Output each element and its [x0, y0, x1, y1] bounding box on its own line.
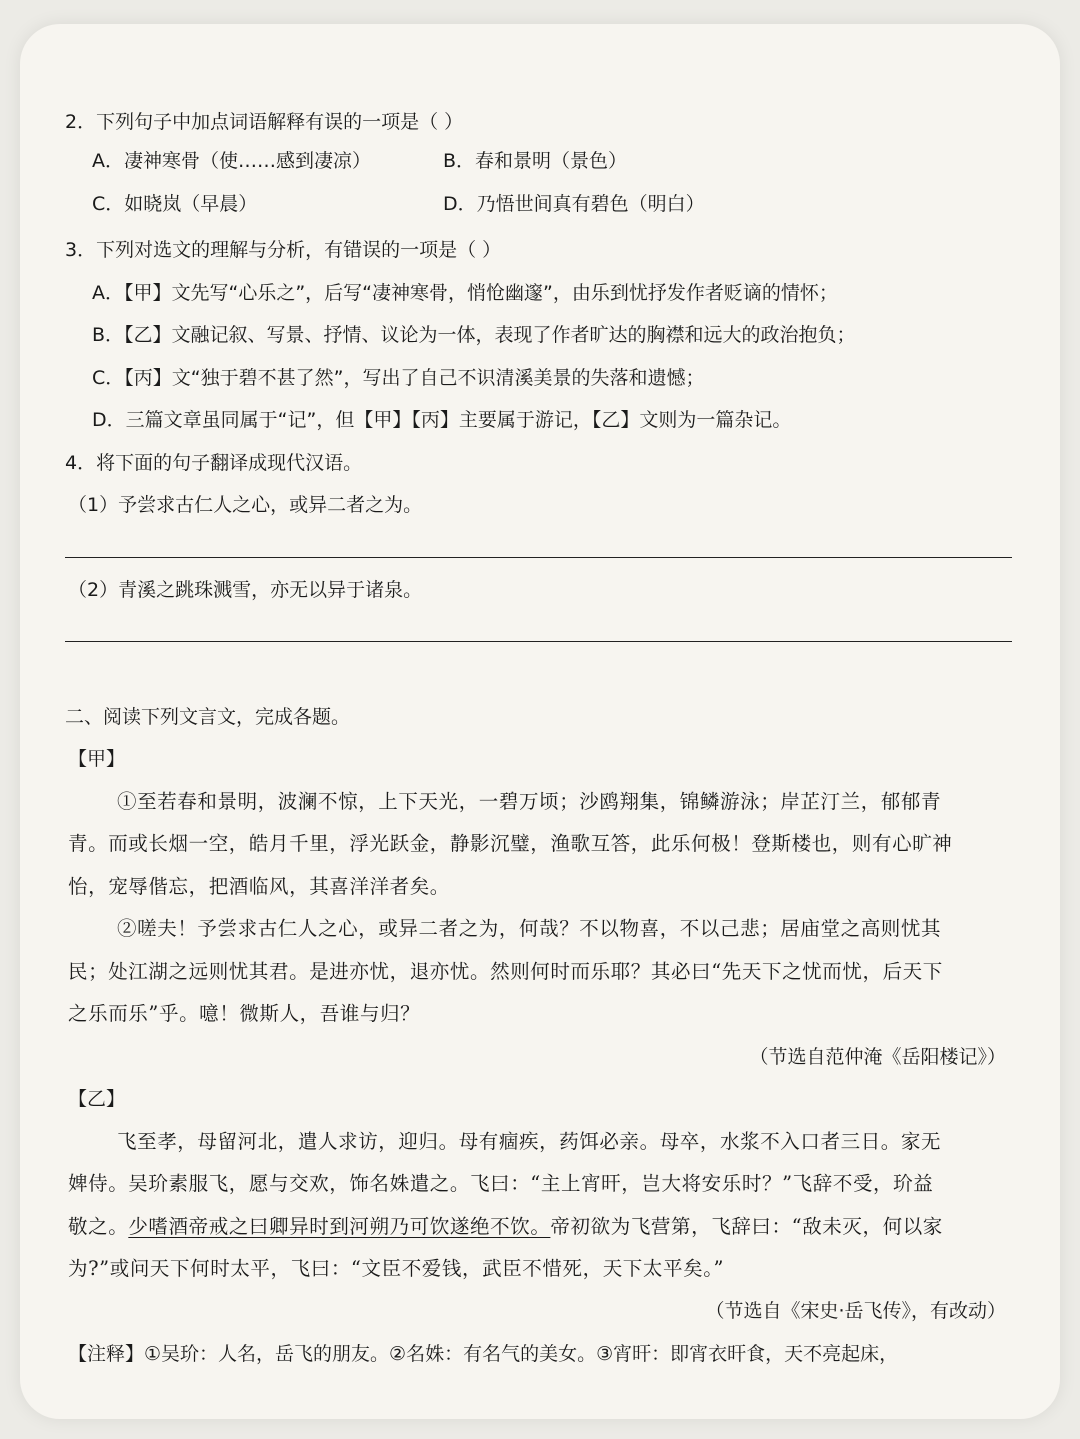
jia-p2-line-1: ②嗟夫！予尝求古仁人之心，或异二者之为，何哉？不以物喜，不以己悲；居庙堂之高则忧其 [117, 917, 942, 940]
passage-jia-label: 【甲】 [68, 748, 126, 770]
q3-stem: 3．下列对选文的理解与分析，有错误的一项是（ ） [65, 239, 502, 261]
jia-p1-line-1: ①至若春和景明，波澜不惊，上下天光，一碧万顷；沙鸥翔集，锦鳞游泳；岸芷汀兰，郁郁青 [117, 790, 942, 813]
q2-option-d: D．乃悟世间真有碧色（明白） [443, 193, 705, 215]
q3-option-d: D．三篇文章虽同属于“记”，但【甲】【丙】主要属于游记，【乙】文则为一篇杂记。 [92, 409, 792, 431]
notes-line: 【注释】①吴玠：人名，岳飞的朋友。②名姝：有名气的美女。③宵旰：即宵衣旰食，天不亮起床， [68, 1343, 899, 1365]
q2-option-a: A．凄神寒骨（使……感到凄凉） [92, 150, 371, 172]
q4-stem: 4．将下面的句子翻译成现代汉语。 [65, 452, 363, 474]
jia-p2-line-2: 民；处江湖之远则忧其君。是进亦忧，退亦忧。然则何时而乐耶？其必曰“先天下之忧而忧，后天下 [68, 960, 943, 983]
q3-option-b: B．【乙】文融记叙、写景、抒情、议论为一体，表现了作者旷达的胸襟和远大的政治抱负； [92, 324, 856, 346]
yi-source: （节选自《宋史·岳飞传》，有改动） [705, 1300, 1006, 1322]
jia-p2-line-3: 之乐而乐”乎。噫！微斯人，吾谁与归？ [68, 1002, 421, 1025]
q3-option-c: C．【丙】文“独于碧不甚了然”，写出了自己不识清溪美景的失落和遗憾； [92, 367, 705, 389]
yi-line-4: 为?”或问天下何时太平，飞曰：“文臣不爱钱，武臣不惜死，天下太平矣。” [68, 1257, 725, 1280]
q2-stem: 2．下列句子中加点词语解释有误的一项是（ ） [65, 111, 464, 133]
jia-source: （节选自范仲淹《岳阳楼记》） [749, 1046, 1006, 1068]
yi-line-3-pre: 敬之。 [68, 1215, 129, 1238]
yi-line-2: 婢侍。吴玠素服飞，愿与交欢，饰名姝遣之。飞曰：“主上宵旰，岂大将安乐时？”飞辞不受，玠益 [68, 1172, 934, 1195]
q2-option-b: B．春和景明（景色） [443, 150, 628, 172]
passage-yi-label: 【乙】 [68, 1088, 126, 1110]
answer-line-2[interactable] [65, 641, 1012, 642]
answer-line-1[interactable] [65, 557, 1012, 558]
underlined-sentence: 少嗜酒帝戒之曰卿异时到河朔乃可饮遂绝不饮。 [128, 1215, 551, 1238]
q3-option-a: A．【甲】文先写“心乐之”，后写“凄神寒骨，悄怆幽邃”，由乐到忧抒发作者贬谪的情怀； [92, 282, 838, 304]
q4-sentence-1: （1）予尝求古仁人之心，或异二者之为。 [68, 494, 423, 516]
section2-heading: 二、阅读下列文言文，完成各题。 [65, 706, 351, 728]
yi-line-1: 飞至孝，母留河北，遣人求访，迎归。母有痼疾，药饵必亲。母卒，水浆不入口者三日。家无 [117, 1130, 942, 1153]
jia-p1-line-2: 青。而或长烟一空，皓月千里，浮光跃金，静影沉璧，渔歌互答，此乐何极！登斯楼也，则有心旷神 [68, 832, 953, 855]
yi-line-3 [68, 1213, 943, 1241]
jia-p1-line-3: 怡，宠辱偕忘，把酒临风，其喜洋洋者矣。 [68, 875, 450, 898]
q4-sentence-2: （2）青溪之跳珠溅雪，亦无以异于诸泉。 [68, 579, 423, 601]
q2-option-c: C．如晓岚（早晨） [92, 193, 258, 215]
yi-line-3-post: 帝初欲为飞营第，飞辞曰：“敌未灭，何以家 [550, 1215, 943, 1238]
